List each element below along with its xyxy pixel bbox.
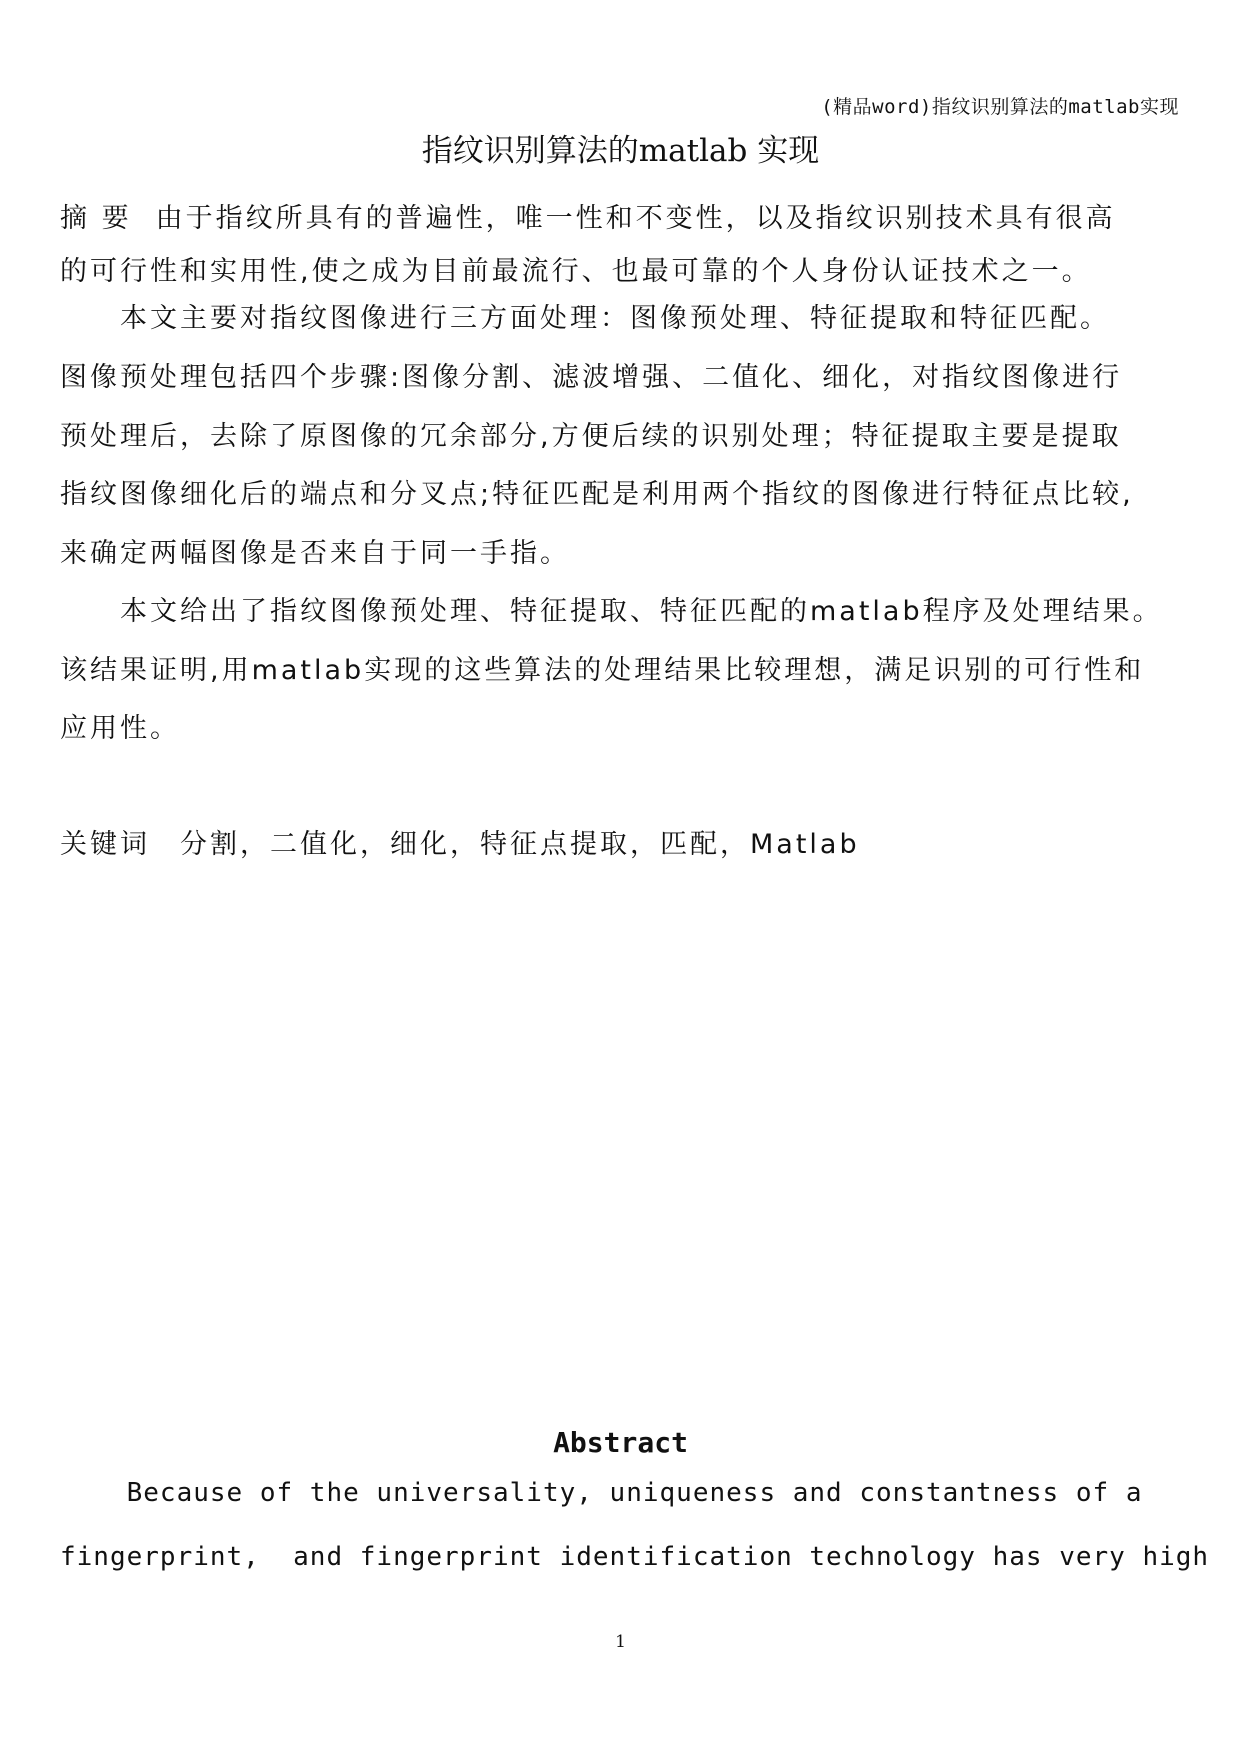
abstract-cn-line-2: 的可行性和实用性,使之成为目前最流行、也最可靠的个人身份认证技术之一。	[60, 256, 1092, 287]
abstract-en-heading: Abstract	[553, 1426, 688, 1459]
keywords-text: 分割，二值化，细化，特征点提取，匹配，Matlab	[180, 829, 860, 860]
page-number: 1	[615, 1632, 626, 1652]
keywords-label: 关键词	[60, 829, 150, 860]
abstract-en-line-1: Because of the universality, uniqueness and constantness of a	[60, 1478, 1143, 1508]
abstract-cn-line-9: 该结果证明,用matlab实现的这些算法的处理结果比较理想，满足识别的可行性和	[60, 655, 1145, 686]
keywords-line	[60, 822, 1190, 861]
running-header: (精品word)指纹识别算法的matlab实现	[821, 96, 1179, 118]
abstract-cn-line-8: 本文给出了指纹图像预处理、特征提取、特征匹配的matlab程序及处理结果。	[60, 596, 1163, 627]
abstract-cn-line-4: 图像预处理包括四个步骤:图像分割、滤波增强、二值化、细化，对指纹图像进行	[60, 362, 1123, 393]
abstract-cn-line-6: 指纹图像细化后的端点和分叉点;特征匹配是利用两个指纹的图像进行特征点比较,	[60, 479, 1134, 510]
abstract-cn-label: 摘 要	[60, 203, 132, 234]
abstract-cn-line-7: 来确定两幅图像是否来自于同一手指。	[60, 538, 570, 569]
document-title: 指纹识别算法的matlab 实现	[421, 133, 820, 169]
abstract-cn-line-3: 本文主要对指纹图像进行三方面处理：图像预处理、特征提取和特征匹配。	[60, 303, 1110, 334]
abstract-cn-line-5: 预处理后，去除了原图像的冗余部分,方便后续的识别处理；特征提取主要是提取	[60, 421, 1122, 452]
abstract-cn-line-1: 摘 要 由于指纹所具有的普遍性，唯一性和不变性，以及指纹识别技术具有很高	[60, 203, 1116, 234]
abstract-en-line-2: fingerprint, and fingerprint identification technology has very high	[60, 1542, 1210, 1572]
abstract-cn-line-10: 应用性。	[60, 713, 180, 744]
